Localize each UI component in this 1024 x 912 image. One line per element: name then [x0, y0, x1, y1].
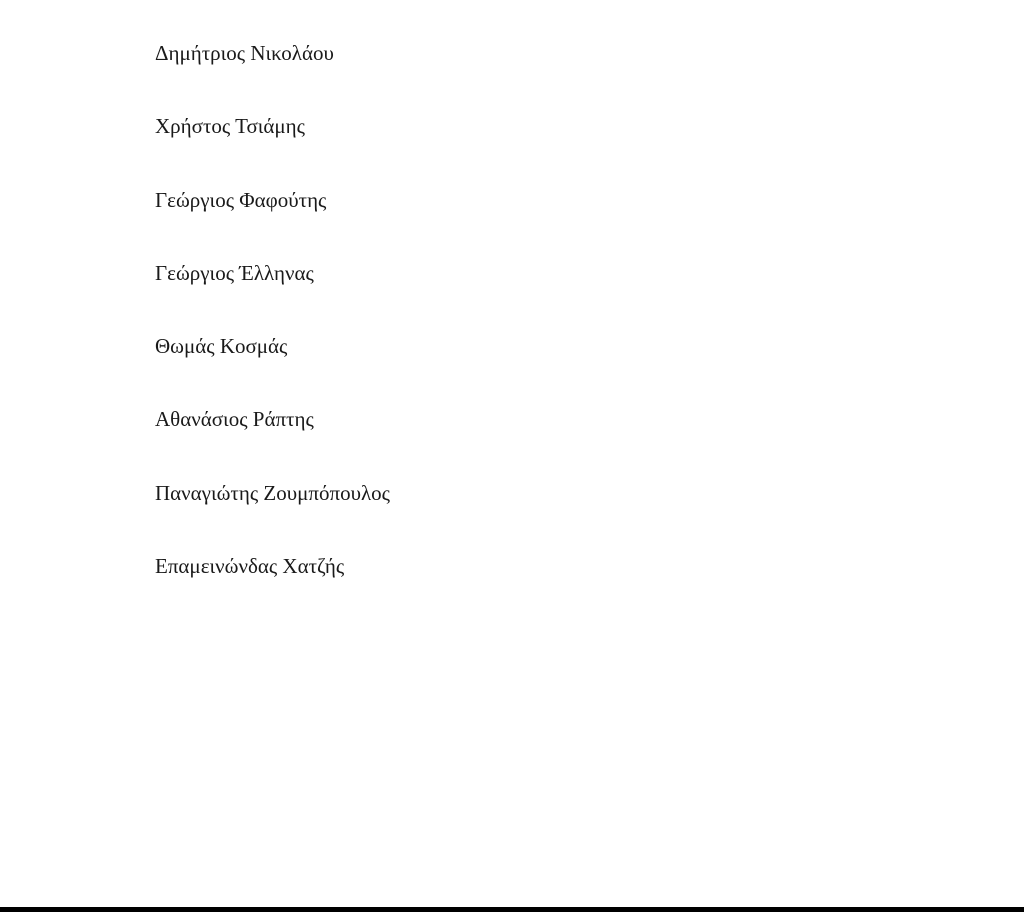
name-item: Παναγιώτης Ζουμπόπουλος	[155, 480, 390, 505]
name-item: Γεώργιος Έλληνας	[155, 260, 314, 285]
name-item: Θωμάς Κοσμάς	[155, 334, 288, 359]
name-item: Χρήστος Τσιάμης	[155, 114, 305, 139]
name-item: Επαμεινώνδας Χατζής	[155, 554, 345, 579]
name-item: Γεώργιος Φαφούτης	[155, 187, 327, 212]
name-item: Δημήτριος Νικολάου	[155, 41, 334, 65]
bottom-edge-bar	[0, 907, 1024, 912]
name-item: Αθανάσιος Ράπτης	[155, 407, 314, 432]
name-list	[155, 38, 390, 624]
